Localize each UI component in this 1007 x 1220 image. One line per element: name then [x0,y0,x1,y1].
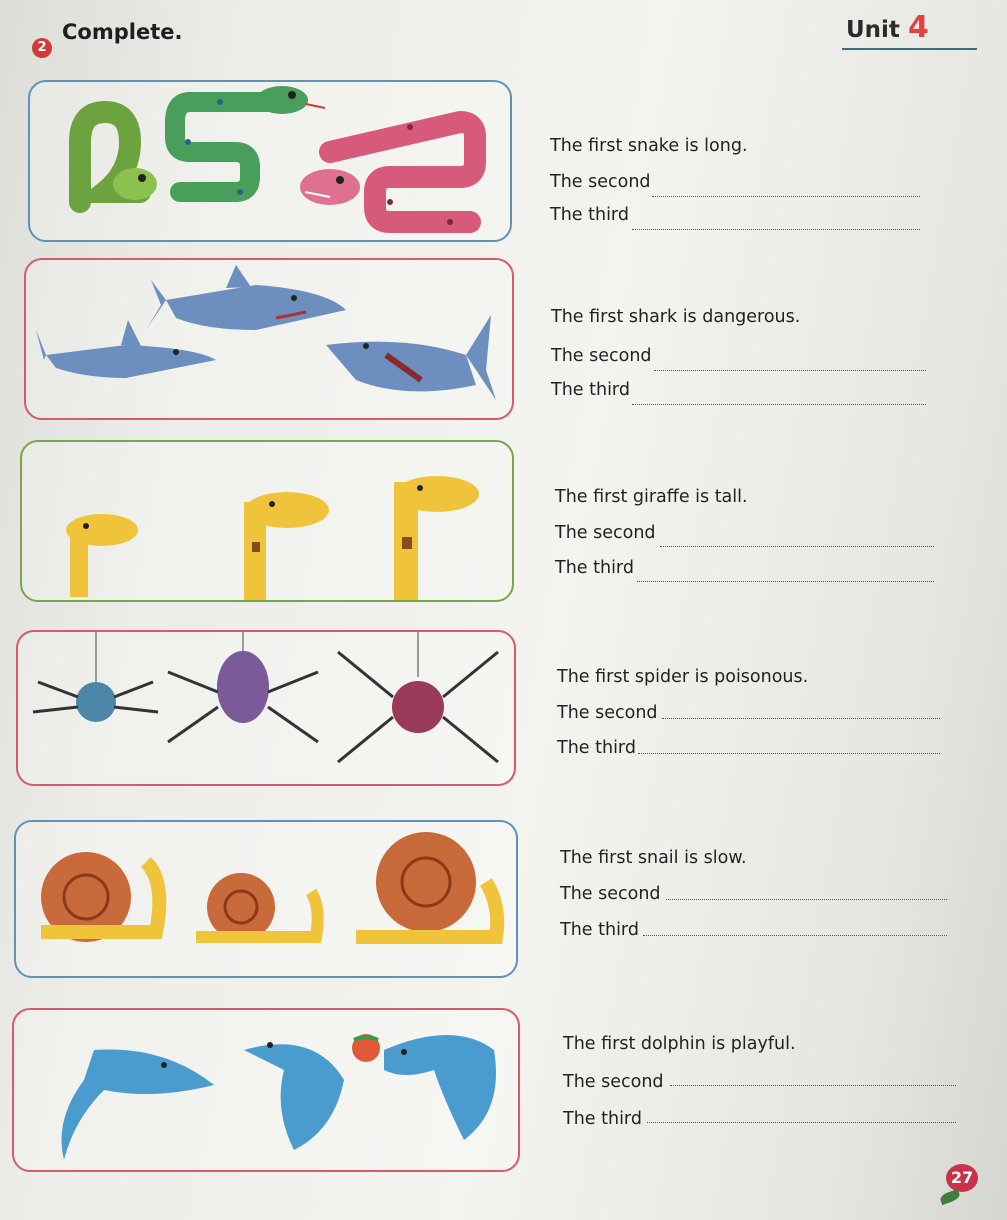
snakes-illustration [30,82,510,240]
spiders-illustration [18,632,514,784]
unit-heading [846,10,929,45]
snail-sentence-third: The third [560,920,639,940]
spider-answer-line-second[interactable] [662,718,940,719]
unit-label: Unit [846,17,900,43]
giraffe-answer-line-second[interactable] [660,546,934,547]
snails-illustration [16,822,516,976]
snake-answer-line-third[interactable] [632,229,920,230]
unit-number: 4 [907,10,929,45]
shark-sentence-second: The second [551,346,652,366]
giraffe-sentence-second: The second [555,523,656,543]
dolphin-sentence-third: The third [563,1109,642,1129]
shark-answer-line-third[interactable] [632,404,926,405]
instruction-title: Complete. [62,20,183,44]
snail-sentence-second: The second [560,884,661,904]
shark-sentence-third: The third [551,380,630,400]
snakes-picture-panel [28,80,512,242]
snake-sentence-third: The third [550,205,629,225]
dolphin-sentence-first: The first dolphin is playful. [563,1034,796,1054]
sharks-illustration [26,260,512,418]
spider-sentence-first: The first spider is poisonous. [557,667,809,687]
snake-sentence-first: The first snake is long. [550,136,748,156]
snail-answer-line-third[interactable] [643,935,947,936]
snails-picture-panel [14,820,518,978]
dolphin-answer-line-second[interactable] [670,1085,956,1086]
snail-answer-line-second[interactable] [666,899,947,900]
spiders-picture-panel [16,630,516,786]
page-number: 27 [946,1164,978,1192]
sharks-picture-panel [24,258,514,420]
leaf-icon [939,1189,961,1205]
spider-answer-line-third[interactable] [638,753,940,754]
giraffes-picture-panel [20,440,514,602]
exercise-number-badge: 2 [32,38,52,58]
spider-sentence-third: The third [557,738,636,758]
giraffe-sentence-third: The third [555,558,634,578]
giraffe-answer-line-third[interactable] [637,581,934,582]
giraffe-sentence-first: The first giraffe is tall. [555,487,748,507]
giraffes-illustration [22,442,512,600]
dolphins-illustration [14,1010,518,1170]
dolphins-picture-panel [12,1008,520,1172]
spider-sentence-second: The second [557,703,658,723]
shark-sentence-first: The first shark is dangerous. [551,307,801,327]
snake-sentence-second: The second [550,172,651,192]
dolphin-answer-line-third[interactable] [647,1122,956,1123]
snail-sentence-first: The first snail is slow. [560,848,747,868]
snake-answer-line-second[interactable] [652,196,920,197]
unit-underline [842,48,977,50]
shark-answer-line-second[interactable] [654,370,926,371]
dolphin-sentence-second: The second [563,1072,664,1092]
